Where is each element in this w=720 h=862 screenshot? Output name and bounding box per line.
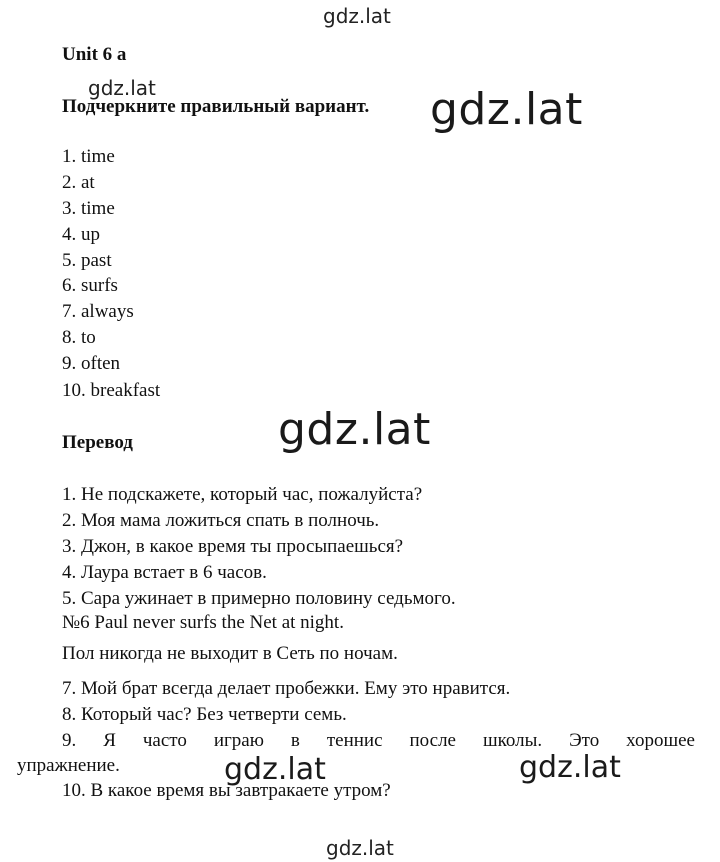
answer-list-item: 6. surfs — [62, 275, 118, 296]
watermark-footer: gdz.lat — [326, 836, 394, 860]
line9-word: теннис — [326, 730, 383, 751]
line9-word: после — [409, 730, 456, 751]
answer-list-item: 5. past — [62, 250, 112, 271]
line9-word: часто — [142, 730, 187, 751]
unit-title: Unit 6 a — [62, 44, 127, 65]
task-heading: Подчеркните правильный вариант. — [62, 96, 370, 117]
answer-list-item: 7. always — [62, 301, 134, 322]
answer-list-item: 1. time — [62, 146, 115, 167]
answer-list-item: 4. up — [62, 224, 100, 245]
line9-word: Это — [569, 730, 600, 751]
translation-line-10: 10. В какое время вы завтракаете утром? — [62, 780, 391, 801]
answer-list-item: 3. time — [62, 198, 115, 219]
answer-list-item: 8. to — [62, 327, 96, 348]
translation-line-9-continuation: упражнение. — [17, 755, 120, 776]
translation-line: 3. Джон, в какое время ты просыпаешься? — [62, 536, 404, 557]
translation-line: 5. Сара ужинает в примерно половину седьмого. — [62, 588, 456, 609]
answer-list-item: 10. breakfast — [62, 380, 161, 401]
translation-line: 1. Не подскажете, который час, пожалуйста? — [62, 484, 423, 505]
line9-word: играю — [213, 730, 264, 751]
watermark-top: gdz.lat — [323, 4, 391, 28]
watermark-bottom-right: gdz.lat — [519, 750, 621, 785]
watermark-under-title: gdz.lat — [88, 76, 156, 100]
translation-line-9 — [17, 730, 695, 752]
translation-line: 2. Моя мама ложиться спать в полночь. — [62, 510, 380, 531]
translation-line: 7. Мой брат всегда делает пробежки. Ему это нравится. — [62, 678, 511, 699]
translation-line: 4. Лаура встает в 6 часов. — [62, 562, 267, 583]
translation-line-english: №6 Paul never surfs the Net at night. — [62, 612, 344, 633]
line9-word: хорошее — [626, 730, 695, 751]
watermark-center: gdz.lat — [278, 404, 431, 455]
translation-heading: Перевод — [62, 432, 133, 453]
translation-line: 8. Который час? Без четверти семь. — [62, 704, 347, 725]
answer-list-item: 2. at — [62, 172, 95, 193]
line9-word: Я — [103, 730, 116, 751]
translation-line: Пол никогда не выходит в Сеть по ночам. — [62, 643, 398, 664]
answer-list-item: 9. often — [62, 353, 121, 374]
line9-word: школы. — [482, 730, 543, 751]
line9-word: 9. — [62, 730, 77, 751]
line9-word: в — [290, 730, 300, 751]
watermark-big-right: gdz.lat — [430, 84, 583, 135]
watermark-bottom-left: gdz.lat — [224, 752, 326, 787]
